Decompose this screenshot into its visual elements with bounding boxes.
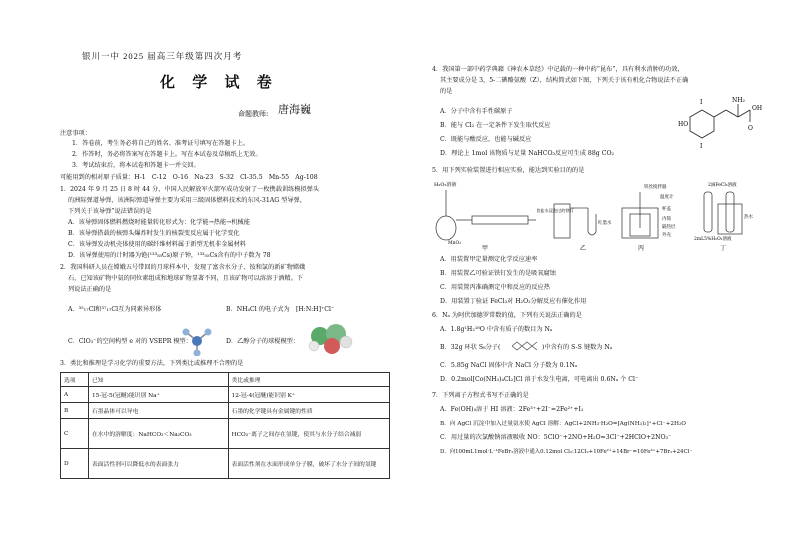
q7-option: A．Fe(OH)₃溶于 HI 溶液：2Fe³⁺+2I⁻=2Fe²⁺+I₂ — [440, 406, 584, 413]
table-cell: 12-冠-4(冠醚)能识别 K⁺ — [228, 387, 389, 403]
apparatus-label: 内筒 — [662, 217, 671, 222]
table-cell: 表面活性剂在水面形成单分子膜，破坏了水分子间的氢键 — [228, 449, 389, 479]
table-cell: D — [61, 449, 89, 479]
q1-option: A．该导弹固体燃料燃烧时能量转化形式为：化学能→热能→机械能 — [68, 219, 250, 226]
apparatus-label: 杯盖 — [662, 207, 671, 212]
s8-ring-icon — [510, 340, 540, 352]
q4-line: 4．我国第一部中药学典籍《神农本草经》中记载的一种中药“昆布”，具有利水消肿的功效， — [432, 66, 684, 73]
q7-option: D．向100mL1mol·L⁻¹FeBr₂溶液中通入0.12mol Cl₂:12Cl₂+10Fe²⁺+14Br⁻=10Fe³⁺+7Br₂+24Cl⁻ — [440, 449, 693, 455]
table-row — [61, 403, 390, 419]
table-cell: HCO₃⁻离子之间存在氢键，使其与水分子结合减弱 — [228, 419, 389, 449]
apparatus-label: 隔热层 — [662, 225, 676, 230]
q7-option: B．向 AgCl 沉淀中加入过量氨水使 AgCl 溶解：AgCl+2NH₃·H₂O=[Ag(NH₃)₂]⁺+Cl⁻+2H₂O — [440, 421, 686, 427]
q5-option: D．用装置丁验证 FeCl₃对 H₂O₂分解反应有催化作用 — [440, 298, 587, 305]
struct-label: HO — [678, 121, 689, 128]
q4-line: 的是 — [440, 88, 453, 95]
apparatus-label: 2滴FeCl₃溶液 — [708, 183, 737, 188]
q1-option: B．该导弹搭载的核弹头爆炸时发生的核裂变反应属于化学变化 — [68, 230, 240, 237]
table-cell: 在水中的溶解度：NaHCO₃＜Na₂CO₃ — [88, 419, 228, 449]
apparatus-label: 外壳 — [662, 233, 671, 238]
diiodotyrosine-structure — [678, 92, 764, 152]
atomic-masses: 可能用到的相对原子质量：H-1 C-12 O-16 Na-23 S-32 Cl-35.5 Mn-55 Ag-108 — [60, 174, 318, 181]
q1-option: D．该导弹使用的计时器为铯(¹³³₅₅Cs)原子钟，¹³³₅₅Cs含有的中子数为 78 — [68, 252, 271, 259]
q6-option-b-tail: )中含有的 S-S 键数为 Nₐ — [542, 344, 613, 351]
panel-label: 乙 — [580, 245, 587, 252]
note-item: 2．作答时，务必将答案写在答题卡上。写在本试卷及草稿纸上无效。 — [72, 151, 262, 158]
apparatus-label: 食盐水浸泡过的铁钉 — [536, 208, 574, 213]
q6-option: B．32g 环状 S₈分子( — [440, 344, 501, 351]
q5-option: C．用装置丙准确测定中和反应的反应热 — [440, 284, 550, 291]
struct-label: OH — [752, 105, 763, 112]
q4-line: 其主要成分是 3，5-二碘酪氨酸（Z），结构简式如下图，下列关于该有机化合物说法不正确 — [440, 77, 689, 84]
q5-apparatus-diagram — [432, 178, 766, 252]
q2-option-a: A．³⁵₁₇Cl和³⁷₁₇Cl互为同素异形体 — [68, 306, 162, 313]
q2-option-b: B．NH₄Cl 的电子式为 — [226, 306, 290, 313]
q2-line: 2．我国科研人员在嫦娥五号带回的月球样本中，发现了富含水分子、铵和氯的新矿物嫦娥 — [60, 264, 306, 271]
school-header: 银川一中 2025 届高三年级第四次月考 — [82, 51, 243, 61]
table-row — [61, 387, 390, 403]
table-row — [61, 419, 390, 449]
q7-line: 7．下列离子方程式书写不正确的是 — [432, 392, 529, 399]
table-header: 已知 — [88, 373, 228, 387]
table-header: 类比或推理 — [228, 373, 389, 387]
q6-option: A．1.8g¹H₂¹⁸O 中含有质子的数目为 Nₐ — [440, 326, 553, 333]
apparatus-label: 温度计 — [660, 195, 674, 200]
author-name: 唐海巍 — [278, 103, 311, 116]
table-cell: 石墨晶体可以导电 — [88, 403, 228, 419]
nh4cl-electron-formula: [H:N:H]⁺Cl⁻ — [296, 306, 335, 313]
q3-line: 3．类比和推理是学习化学的重要方法，下列类比或推理不合理的是 — [60, 360, 244, 367]
q5-option: B．用装置乙可验证铁钉发生的是吸氧腐蚀 — [440, 270, 556, 277]
q5-option: A．用装置甲定量测定化学反应速率 — [440, 256, 538, 263]
q6-line: 6．Nₐ 为阿伏加德罗常数的值，下列有关说法正确的是 — [432, 312, 582, 319]
apparatus-label: 红墨水 — [598, 221, 612, 226]
author-label: 命题教师: — [238, 110, 269, 118]
q1-line: 下列关于该导弹”说法错误的是 — [68, 208, 152, 215]
table-cell: 石墨的化学键具有金属键的性质 — [228, 403, 389, 419]
table-cell: 15-冠-5(冠醚)能识别 Na⁺ — [88, 387, 228, 403]
q4-option: C．既能与酸反应，也能与碱反应 — [440, 136, 532, 143]
note-item: 3．考试结束后，将本试卷和答题卡一并交回。 — [72, 162, 200, 169]
struct-label: O — [748, 125, 753, 132]
panel-label: 甲 — [482, 245, 489, 252]
q1-line: 1．2024 年 9 月 25 日 8 时 44 分，中国人民解放军火箭军成功发射了一枚携载训练模拟弹头 — [60, 186, 320, 193]
q6-option: C．5.85g NaCl 固体中含 NaCl 分子数为 0.1Nₐ — [440, 362, 578, 369]
vsepr-model-icon — [182, 326, 212, 356]
table-cell: A — [61, 387, 89, 403]
q7-option: C．用过量的次氯酸钠溶液吸收 NO：5ClO⁻+2NO+H₂O=3Cl⁻+2HClO+2NO₃⁻ — [440, 434, 672, 441]
q3-table — [60, 372, 390, 479]
q1-line: 的洲际弹道导弹，该洲际弹道导弹主要为采用三级固体燃料技术的东风-31AG 型导弹， — [68, 197, 306, 204]
struct-label: I — [700, 143, 703, 150]
table-cell: B — [61, 403, 89, 419]
apparatus-label: 铁丝搅拌器 — [644, 185, 667, 190]
table-row — [61, 449, 390, 479]
table-header: 选项 — [61, 373, 89, 387]
q4-option: B．能与 Cl₂ 在一定条件下发生取代反应 — [440, 122, 551, 129]
q6-option: D．0.2mol[Co(NH₃)₄Cl₂]Cl 溶于水发生电离，可电离出 0.6Nₐ 个 Cl⁻ — [440, 376, 639, 383]
table-header-row — [61, 373, 390, 387]
apparatus-label: MnO₂ — [448, 241, 461, 246]
q2-line: 石，已知该矿物中氨的同位素组成和地球矿物显著不同，且该矿物可以溶溶于酒精。下 — [68, 275, 304, 282]
table-cell: C — [61, 419, 89, 449]
exam-title: 化 学 试 卷 — [160, 73, 278, 91]
panel-label: 丙 — [638, 245, 645, 252]
q1-option: C．该导弹发动机壳体使用的碳纤维材料属于新型无机非金属材料 — [68, 241, 246, 248]
apparatus-label: 热水 — [744, 215, 753, 220]
apparatus-label: 2mL5%H₂O₂溶液 — [694, 237, 732, 242]
table-cell: 表面活性剂可以降低水的表面张力 — [88, 449, 228, 479]
q4-option: A．分子中含有手性碳原子 — [440, 108, 513, 115]
struct-label: NH₂ — [732, 97, 745, 104]
q2-option-d: D．乙醇分子的球棍模型： — [226, 338, 300, 345]
apparatus-label: H₂O₂溶液 — [434, 182, 457, 188]
note-item: 1．答卷前，考生务必将自己的姓名、准考证号填写在答题卡上。 — [72, 140, 250, 147]
q2-line: 列说法正确的是 — [68, 286, 112, 293]
ethanol-ball-stick-model-icon — [308, 322, 354, 354]
q5-line: 5．用下列实验装置进行相应实验，能达到实验目的的是 — [432, 167, 585, 174]
q4-option: D．理论上 1mol 该物质与足量 NaHCO₃反应可生成 88g CO₂ — [440, 150, 615, 157]
panel-label: 丁 — [720, 245, 727, 252]
notes-heading: 注意事项： — [60, 130, 91, 137]
q2-option-c: C．ClO₃⁻的空间构型 e 对的 VSEPR 模型： — [68, 338, 192, 345]
struct-label: I — [700, 99, 703, 106]
